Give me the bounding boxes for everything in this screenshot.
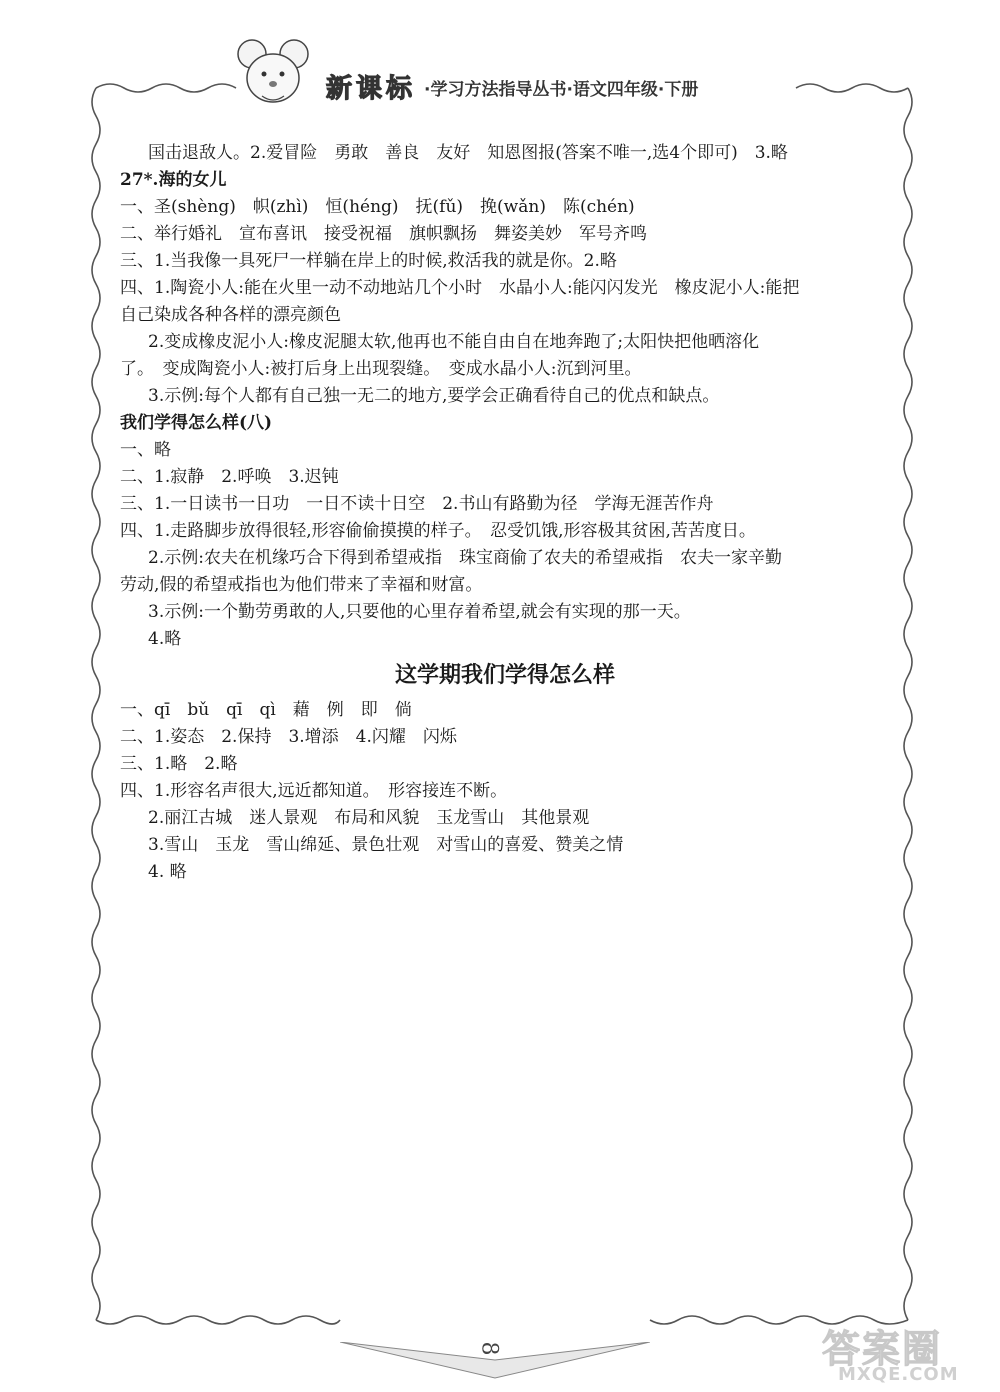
brand-logo: 新课标 (326, 74, 417, 104)
text-line: 一、圣(shèng) 帜(zhì) 恒(héng) 抚(fǔ) 挽(wǎn) 陈(chén) (120, 197, 635, 217)
text-line: 2.丽江古城 迷人景观 布局和风貌 玉龙雪山 其他景观 (148, 808, 590, 828)
text-line: 3.雪山 玉龙 雪山绵延、景色壮观 对雪山的喜爱、赞美之情 (148, 835, 624, 855)
text-line: 三、1.一日读书一日功 一日不读十日空 2.书山有路勤为径 学海无涯苦作舟 (120, 494, 714, 514)
page-number: 8 (476, 1341, 502, 1356)
text-line: 4.略 (148, 629, 182, 649)
text-line: 国击退敌人。2.爱冒险 勇敢 善良 友好 知恩图报(答案不唯一,选4个即可) 3.略 (148, 143, 788, 163)
text-line: 3.示例:一个勤劳勇敢的人,只要他的心里存着希望,就会有实现的那一天。 (148, 602, 691, 622)
text-line: 2.变成橡皮泥小人:橡皮泥腿太软,他再也不能自由自在地奔跑了;太阳快把他晒溶化 (148, 332, 760, 352)
mouse-mascot-icon (236, 38, 312, 110)
text-line: 自己染成各种各样的漂亮颜色 (120, 305, 341, 325)
text-line: 2.示例:农夫在机缘巧合下得到希望戒指 珠宝商偷了农夫的希望戒指 农夫一家辛勤 (148, 548, 782, 568)
page-header (236, 38, 796, 110)
answer-content (120, 140, 890, 886)
section-title: 这学期我们学得怎么样 (394, 663, 615, 688)
text-line: 3.示例:每个人都有自己独一无二的地方,要学会正确看待自己的优点和缺点。 (148, 386, 720, 406)
series-title: ·学习方法指导丛书·语文四年级·下册 (424, 80, 699, 100)
text-line: 三、1.略 2.略 (120, 754, 238, 774)
text-line: 二、举行婚礼 宣布喜讯 接受祝福 旗帜飘扬 舞姿美妙 军号齐鸣 (120, 224, 647, 244)
lesson-title: 27*.海的女儿 (120, 170, 227, 190)
watermark-logo (822, 1318, 992, 1388)
section-heading: 我们学得怎么样(八) (120, 413, 273, 433)
text-line: 四、1.形容名声很大,远近都知道。 形容接连不断。 (120, 781, 508, 801)
text-line: 三、1.当我像一具死尸一样躺在岸上的时候,救活我的就是你。2.略 (120, 251, 617, 271)
text-line: 一、qī bǔ qī qì 藉 例 即 倘 (120, 700, 412, 720)
text-line: 4. 略 (148, 862, 187, 882)
watermark-url: MXQE.COM (838, 1364, 959, 1385)
text-line: 一、略 (120, 440, 171, 460)
text-line: 二、1.姿态 2.保持 3.增添 4.闪耀 闪烁 (120, 727, 457, 747)
text-line: 二、1.寂静 2.呼唤 3.迟钝 (120, 467, 339, 487)
watermark-text: 答案圈 (822, 1327, 943, 1371)
text-line: 四、1.走路脚步放得很轻,形容偷偷摸摸的样子。 忍受饥饿,形容极其贫困,苦苦度日。 (120, 521, 756, 541)
text-line: 了。 变成陶瓷小人:被打后身上出现裂缝。 变成水晶小人:沉到河里。 (120, 359, 642, 379)
text-line: 四、1.陶瓷小人:能在火里一动不动地站几个小时 水晶小人:能闪闪发光 橡皮泥小人:能把 (120, 278, 800, 298)
text-line: 劳动,假的希望戒指也为他们带来了幸福和财富。 (120, 575, 483, 595)
